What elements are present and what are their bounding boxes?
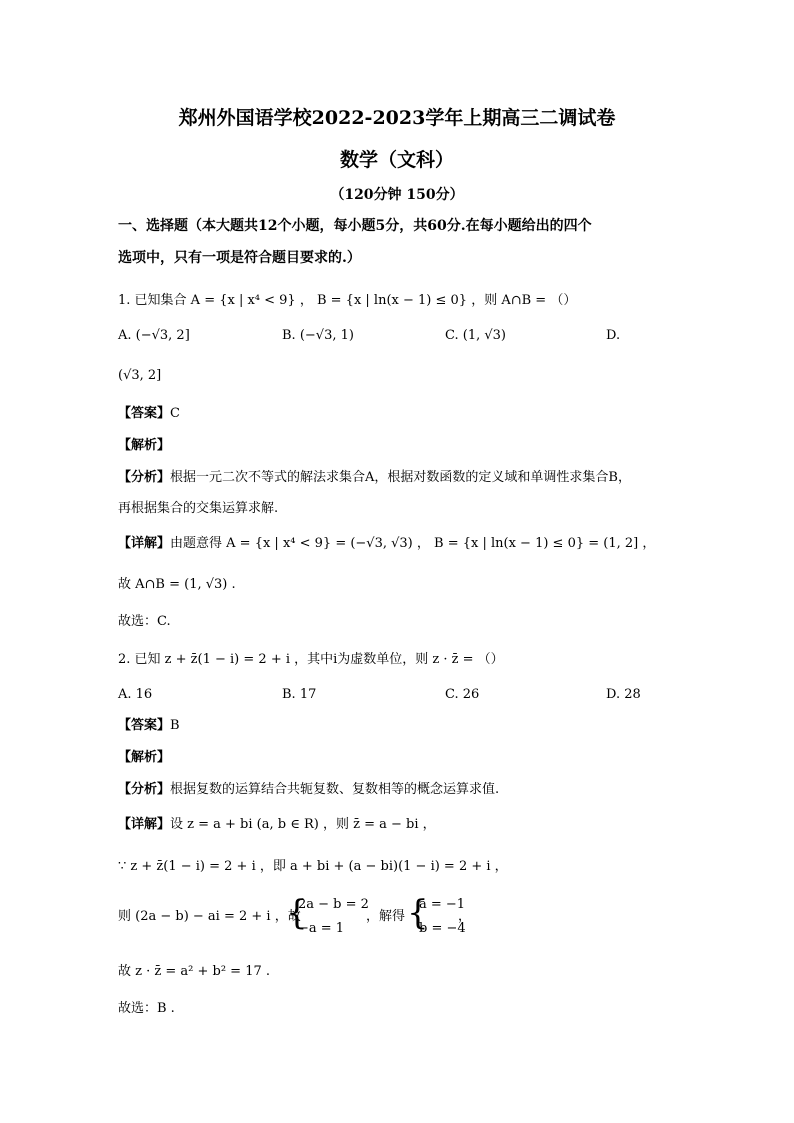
section-heading-line2: 选项中，只有一项是符合题目要求的.）	[118, 250, 361, 266]
q1-option-d-value: (√3, 2]	[118, 368, 162, 383]
left-brace-2: {	[407, 893, 429, 933]
q1-option-c: C. (1, √3)	[445, 328, 506, 343]
q2-answer	[118, 717, 180, 735]
q2-detail-line4: 故 z · z̄ = a² + b² = 17 .	[118, 964, 271, 979]
fenxi-label: 【分析】	[118, 470, 171, 485]
detail-text: 设 z = a + bi (a, b ∈ R) ，则 z̄ = a − bi ，	[170, 817, 436, 832]
q1-choose: 故选：C.	[118, 614, 171, 629]
q1-option-b: B. (−√3, 1)	[282, 328, 354, 343]
q1-fenxi-line1	[118, 469, 631, 487]
section-heading-line1: 一、选择题（本大题共12个小题，每小题5分，共60分.在每小题给出的四个	[118, 218, 592, 234]
q2-option-b: B. 17	[282, 687, 317, 702]
detail-text: 由题意得 A = {x | x⁴ < 9} = (−√3, √3) ， B = {x | ln(x − 1) ≤ 0} = (1, 2] ，	[170, 536, 656, 551]
system1-top: 2a − b = 2	[298, 897, 369, 912]
q2-option-a: A. 16	[118, 687, 153, 702]
q2-fenxi-line1	[118, 781, 499, 799]
q1-analysis-label: 【解析】	[118, 438, 171, 453]
q2-detail-line3-a: 则 (2a − b) − ai = 2 + i ，故	[118, 909, 301, 924]
q2-analysis-label: 【解析】	[118, 750, 171, 765]
q2-option-c: C. 26	[445, 687, 480, 702]
q1-answer	[118, 405, 180, 423]
detail-label: 【详解】	[118, 817, 171, 832]
system2-top: a = −1	[419, 897, 466, 912]
q2-detail-line2: ∵ z + z̄(1 − i) = 2 + i ，即 a + bi + (a − bi)(1 − i) = 2 + i ，	[118, 859, 508, 874]
q2-option-d: D. 28	[606, 687, 641, 702]
q2-detail-line1	[118, 816, 436, 834]
q1-detail-line1	[118, 535, 655, 553]
q2-detail-line3-c: ，	[458, 909, 472, 924]
detail-label: 【详解】	[118, 536, 171, 551]
q1-fenxi-line2: 再根据集合的交集运算求解.	[118, 501, 279, 516]
fenxi-text: 根据一元二次不等式的解法求集合A，根据对数函数的定义域和单调性求集合B，	[170, 470, 631, 485]
subject-title: 数学（文科）	[339, 149, 454, 171]
answer-label: 【答案】	[118, 406, 171, 421]
fenxi-text: 根据复数的运算结合共轭复数、复数相等的概念运算求值.	[170, 782, 500, 797]
answer-label: 【答案】	[118, 718, 171, 733]
fenxi-label: 【分析】	[118, 782, 171, 797]
q1-option-a: A. (−√3, 2]	[118, 328, 190, 343]
q1-detail-line2: 故 A∩B = (1, √3) .	[118, 577, 236, 592]
answer-value: B	[170, 718, 180, 733]
q2-detail-line3-b: ，解得	[366, 909, 406, 924]
system2-bottom: b = −4	[419, 921, 466, 936]
q1-option-d: D.	[606, 328, 621, 343]
q2-choose: 故选：B .	[118, 1001, 175, 1016]
left-brace-1: {	[286, 893, 308, 933]
answer-value: C	[170, 406, 180, 421]
system1-bottom: −a = 1	[298, 921, 345, 936]
exam-title: 郑州外国语学校2022-2023学年上期高三二调试卷	[178, 107, 616, 129]
q2-stem: 2. 已知 z + z̄(1 − i) = 2 + i ，其中i为虚数单位，则 z · z̄ = （）	[118, 652, 504, 667]
q1-stem: 1. 已知集合 A = {x | x⁴ < 9} ， B = {x | ln(x − 1) ≤ 0} ，则 A∩B = （）	[118, 293, 577, 308]
time-score: （120分钟 150分）	[330, 187, 464, 203]
